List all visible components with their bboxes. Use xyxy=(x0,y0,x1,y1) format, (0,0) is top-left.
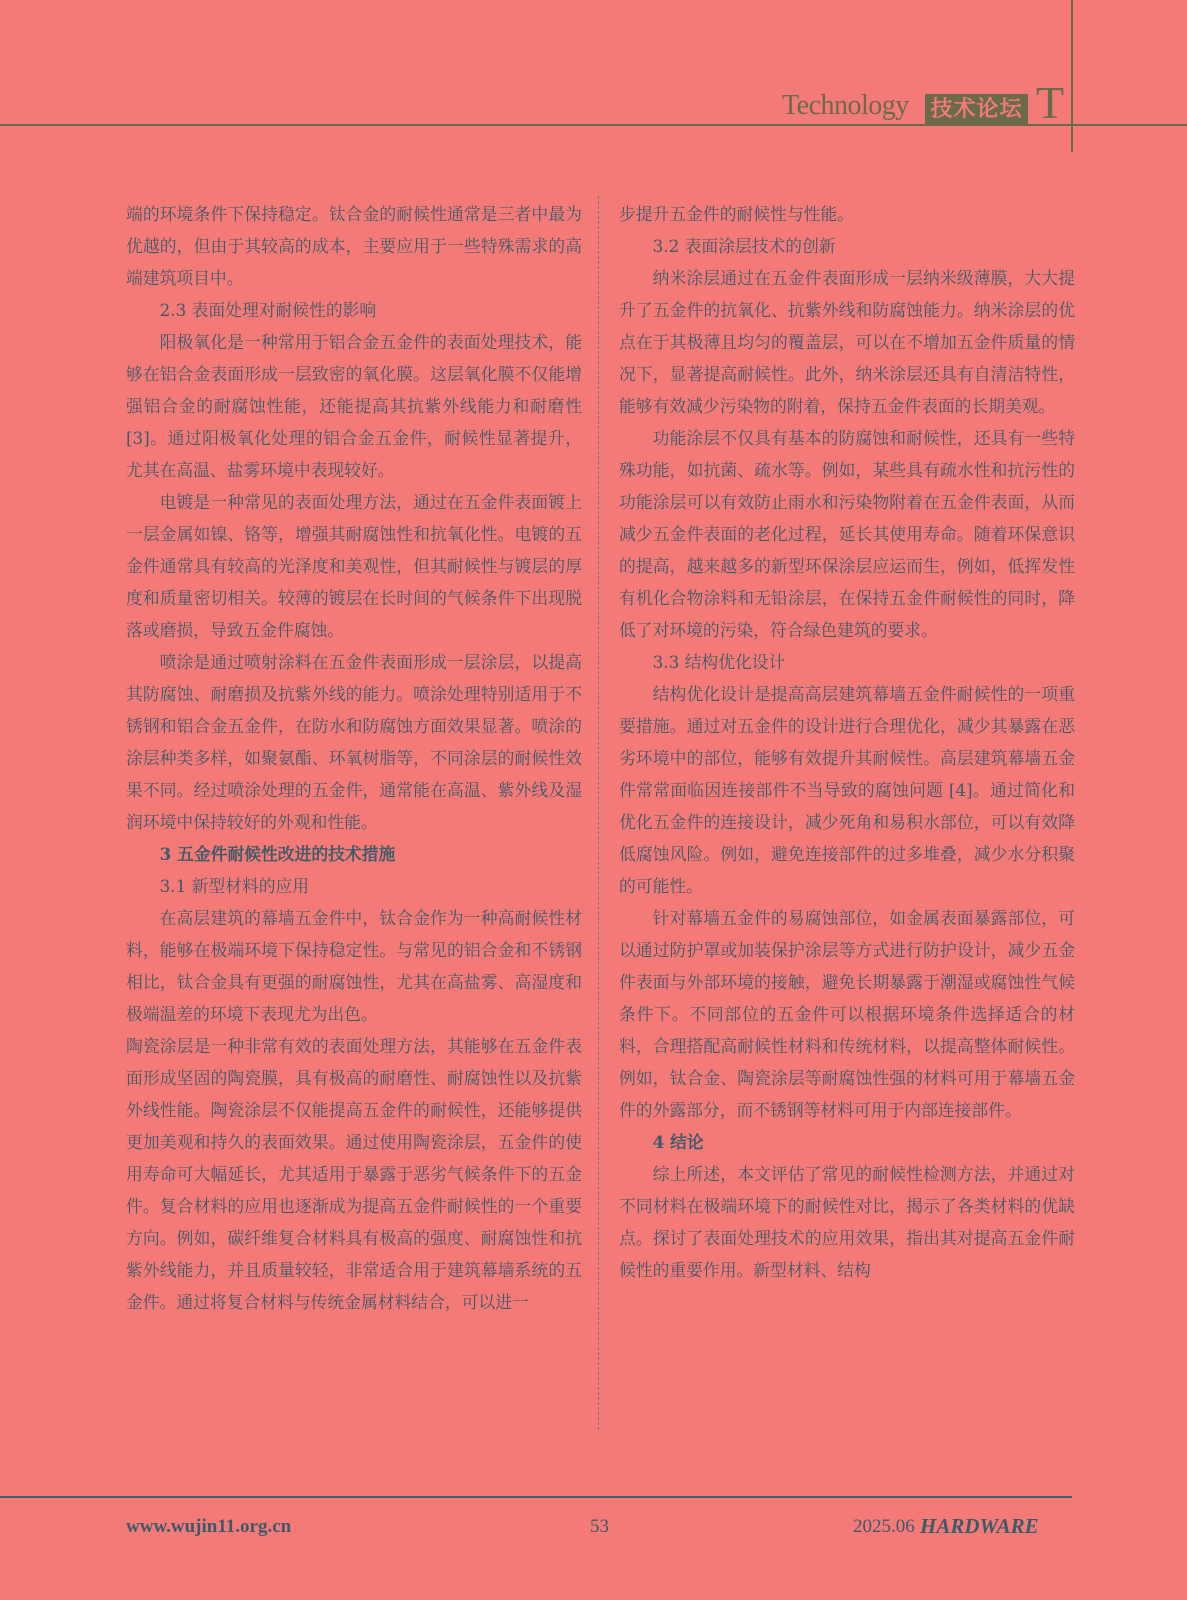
body-paragraph: 纳米涂层通过在五金件表面形成一层纳米级薄膜，大大提升了五金件的抗氧化、抗紫外线和防腐蚀能力。纳米涂层的优点在于其极薄且均匀的覆盖层，可以在不增加五金件质量的情况下，显著提高耐候性。此外，纳米涂层还具有自清洁特性，能够有效减少污染物的附着，保持五金件表面的长期美观。 xyxy=(619,268,1075,416)
footer-brand: HARDWARE xyxy=(920,1514,1039,1538)
body-paragraph: 喷涂是通过喷射涂料在五金件表面形成一层涂层，以提高其防腐蚀、耐磨损及抗紫外线的能力。喷涂处理特别适用于不锈钢和铝合金五金件，在防水和防腐蚀方面效果显著。喷涂的涂层种类多样，如聚氨酯、环氧树脂等，不同涂层的耐候性效果不同。经过喷涂处理的五金件，通常能在高温、紫外线及湿润环境中保持较好的外观和性能。 xyxy=(126,652,582,832)
header-column-label: 技术论坛 xyxy=(925,94,1028,126)
body-paragraph: 电镀是一种常见的表面处理方法，通过在五金件表面镀上一层金属如镍、铬等，增强其耐腐蚀性和抗氧化性。电镀的五金件通常具有较高的光泽度和美观性，但其耐候性与镀层的厚度和质量密切相关。较薄的镀层在长时间的气候条件下出现脱落或磨损，导致五金件腐蚀。 xyxy=(126,492,582,640)
right-column xyxy=(619,198,1075,1286)
body-paragraph: 结构优化设计是提高高层建筑幕墙五金件耐候性的一项重要措施。通过对五金件的设计进行合理优化，减少其暴露在恶劣环境中的部位，能够有效提升其耐候性。高层建筑幕墙五金件常常面临因连接部件不当导致的腐蚀问题 [4]。通过简化和优化五金件的连接设计，减少死角和易积水部位，可以有效降低腐蚀风险。例如，避免连接部件的过多堆叠，减少水分积聚的可能性。 xyxy=(619,684,1075,896)
subsection-heading: 3.1 新型材料的应用 xyxy=(159,876,310,896)
section-heading: 3 五金件耐候性改进的技术措施 xyxy=(159,844,396,864)
body-paragraph: 功能涂层不仅具有基本的防腐蚀和耐候性，还具有一些特殊功能，如抗菌、疏水等。例如，某些具有疏水性和抗污性的功能涂层可以有效防止雨水和污染物附着在五金件表面，从而减少五金件表面的老化过程，延长其使用寿命。随着环保意识的提高，越来越多的新型环保涂层应运而生，例如，低挥发性有机化合物涂料和无铅涂层，在保持五金件耐候性的同时，降低了对环境的污染，符合绿色建筑的要求。 xyxy=(619,428,1075,640)
page-number: 53 xyxy=(590,1516,609,1537)
header-english-label: Technology xyxy=(782,90,909,121)
footer-url: www.wujin11.org.cn xyxy=(126,1516,292,1537)
body-paragraph: 在高层建筑的幕墙五金件中，钛合金作为一种高耐候性材料，能够在极端环境下保持稳定性。与常见的铝合金和不锈钢相比，钛合金具有更强的耐腐蚀性，尤其在高盐雾、高湿度和极端温差的环境下表现尤为出色。 xyxy=(126,908,582,1024)
left-column xyxy=(126,198,582,1318)
column-divider xyxy=(598,196,599,1430)
footer-issue: 2025.06 xyxy=(853,1516,915,1537)
header-letter-mark: T xyxy=(1036,77,1065,128)
header-vertical-rule xyxy=(1071,0,1073,152)
subsection-heading: 2.3 表面处理对耐候性的影响 xyxy=(159,300,377,320)
section-heading: 4 结论 xyxy=(652,1132,704,1152)
subsection-heading: 3.3 结构优化设计 xyxy=(652,652,786,672)
body-paragraph: 端的环境条件下保持稳定。钛合金的耐候性通常是三者中最为优越的，但由于其较高的成本，主要应用于一些特殊需求的高端建筑项目中。 xyxy=(126,204,582,288)
body-paragraph: 针对幕墙五金件的易腐蚀部位，如金属表面暴露部位，可以通过防护罩或加装保护涂层等方式进行防护设计，减少五金件表面与外部环境的接触，避免长期暴露于潮湿或腐蚀性气候条件下。不同部位的五金件可以根据环境条件选择适合的材料，合理搭配高耐候性材料和传统材料，以提高整体耐候性。例如，钛合金、陶瓷涂层等耐腐蚀性强的材料可用于幕墙五金件的外露部分，而不锈钢等材料可用于内部连接部件。 xyxy=(619,908,1075,1120)
body-paragraph: 步提升五金件的耐候性与性能。 xyxy=(619,204,854,224)
body-paragraph: 陶瓷涂层是一种非常有效的表面处理方法，其能够在五金件表面形成坚固的陶瓷膜，具有极高的耐磨性、耐腐蚀性以及抗紫外线性能。陶瓷涂层不仅能提高五金件的耐候性，还能够提供更加美观和持久的表面效果。通过使用陶瓷涂层，五金件的使用寿命可大幅延长，尤其适用于暴露于恶劣气候条件下的五金件。复合材料的应用也逐渐成为提高五金件耐候性的一个重要方向。例如，碳纤维复合材料具有极高的强度、耐腐蚀性和抗紫外线能力，并且质量较轻，非常适合用于建筑幕墙系统的五金件。通过将复合材料与传统金属材料结合，可以进一 xyxy=(126,1036,582,1312)
body-paragraph: 综上所述，本文评估了常见的耐候性检测方法，并通过对不同材料在极端环境下的耐候性对比，揭示了各类材料的优缺点。探讨了表面处理技术的应用效果，指出其对提高五金件耐候性的重要作用。新型材料、结构 xyxy=(619,1164,1075,1280)
body-paragraph: 阳极氧化是一种常用于铝合金五金件的表面处理技术，能够在铝合金表面形成一层致密的氧化膜。这层氧化膜不仅能增强铝合金的耐腐蚀性能，还能提高其抗紫外线能力和耐磨性 [3]。通过阳极氧化处理的铝合金五金件，耐候性显著提升，尤其在高温、盐雾环境中表现较好。 xyxy=(126,332,582,480)
footer-rule xyxy=(0,1496,1072,1498)
subsection-heading: 3.2 表面涂层技术的创新 xyxy=(652,236,836,256)
